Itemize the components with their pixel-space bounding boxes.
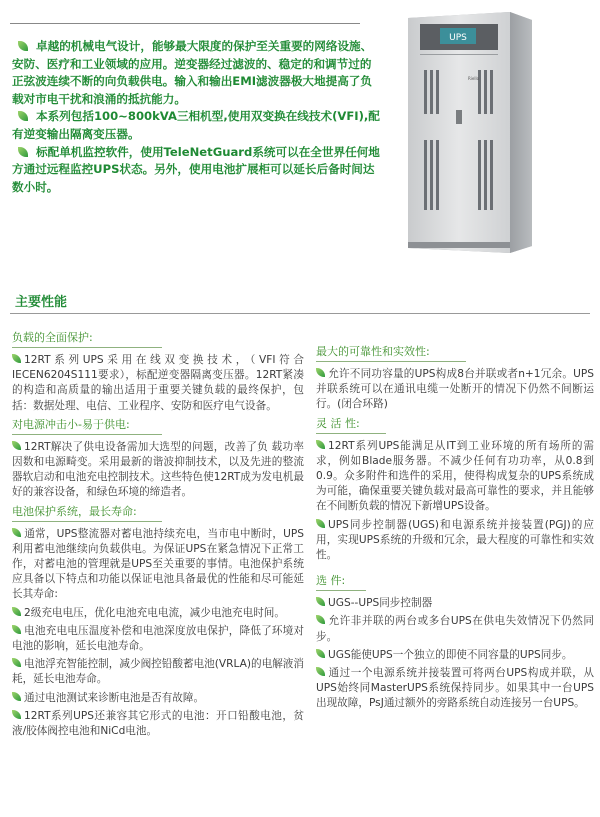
section-title: 主要性能 [15,295,68,310]
top-rule [10,23,360,24]
list-item: 12RT系列UPS采用在线双变换技术，（VFI符合IECEN6204S111要求），标配逆变器隔离变压器。12RT紧凑的构造和高质量的输出适用于重要关键负载的最终保护，包括：数据处理、电信、工业程序、安防和医疗电气设备。 [12,354,304,412]
list-item: 通常，UPS整流器对蓄电池持续充电，当市电中断时，UPS利用蓄电池继续向负载供电。为保证UPS在紧急情况下正常工作，对蓄电池的管理就是UPS至关重要的事情。电池保护系统应具备以下特点和功能以保证电池具备最优的性能和尽可能延长其寿命: [12,527,304,601]
leaf-bullet-icon [12,692,21,701]
leaf-bullet-icon [12,441,21,450]
list-item: 通过电池测试来诊断电池是否有故障。 [12,691,304,706]
intro-paragraph-2: 本系列包括100~800kVA三相机型,使用双变换在线技术(VFI),配有逆变输出隔离变压器。 [12,109,380,141]
leaf-bullet-icon [316,649,325,658]
ups-cabinet-image [398,10,538,255]
leaf-bullet-icon [316,615,325,624]
list-item: 2级充电电压，优化电池充电电流，减少电池充电时间。 [12,606,304,621]
subheading-battery-protection: 电池保护系统，最长寿命: [12,504,162,522]
section-header [10,294,590,314]
ups-logo-text: UPS [449,33,467,43]
list-item: UGS能使UPS一个独立的即使不同容量的UPS同步。 [316,648,594,663]
subheading-options: 选 件: [316,573,366,591]
list-item: 允许不同功容量的UPS构成8台并联或者n+1冗余。UPS并联系统可以在通讯电缆一处断开的情况下仍然不间断运行。(闭合环路) [316,368,594,411]
leaf-bullet-icon [12,710,21,719]
list-item: 允许非并联的两台或多台UPS在供电失效情况下仍然同步。 [316,615,594,643]
intro-block [12,38,382,196]
left-column [12,330,304,742]
leaf-bullet-icon [316,667,325,676]
list-item: 12RT系列UPS还兼容其它形式的电池：开口铅酸电池，贫液/胶体阀控电池和NiCd电池。 [12,709,304,738]
leaf-bullet-icon [316,368,325,377]
list-item: 12RT解决了供电设备需加大选型的问题，改善了负 载功率因数和电源畸变。采用最新的谐波抑制技术，以及先进的整流器软启动和电池充电控制技术。这些特色使12RT成为发电机最好的兼容设备，和绿色环境的缔造者。 [12,440,304,499]
leaf-bullet-icon [12,354,21,363]
subheading-load-protection: 负载的全面保护: [12,330,162,348]
leaf-bullet-icon [12,607,21,616]
leaf-bullet-icon [316,597,325,606]
intro-paragraph-1: 卓越的机械电气设计，能够最大限度的保护至关重要的网络设施、安防、医疗和工业领域的应用。逆变器经过滤波的、稳定的和调节过的正弦波连续不断的向负载供电。输入和输出EMI滤波器极大地提高了负载对市电干扰和浪涌的抵抗能力。 [12,39,373,106]
intro-paragraph-3: 标配单机监控软件，使用TeleNetGuard系统可以在全世界任何地方通过远程监控UPS状态。另外，使用电池扩展柜可以延长后备时间达数小时。 [12,144,380,194]
list-item: 通过一个电源系统并接装置可将两台UPS构成并联，从UPS始终同MasterUPS系统保持同步。如果其中一台UPS出现故障，PsJ通过额外的旁路系统自动连接另一台UPS。 [316,667,594,710]
leaf-bullet-icon [316,519,325,528]
list-item: 电池充电电压温度补偿和电池深度放电保护，降低了环境对电池的影响，延长电池寿命。 [12,624,304,653]
subheading-reliability: 最大的可靠性和实效性: [316,344,466,362]
list-item: UPS同步控制器(UGS)和电源系统并接装置(PGJ)的应用，实现UPS系统的升级和冗余，最大程度的可靠性和实效性。 [316,518,594,562]
leaf-bullet-icon [12,528,21,537]
list-item: 电池浮充智能控制，减少阀控铅酸蓄电池(VRLA)的电解液消耗，延长电池寿命。 [12,658,304,686]
leaf-bullet-icon [12,658,21,667]
leaf-bullet-icon [18,111,28,121]
leaf-bullet-icon [12,625,21,634]
section-divider [10,313,590,314]
leaf-bullet-icon [316,440,325,449]
subheading-power-impact: 对电源冲击小-易于供电: [12,417,162,435]
subheading-flexibility: 灵 活 性: [316,416,386,434]
ups-badge-text: Riello [468,76,480,81]
right-column [316,344,594,715]
leaf-bullet-icon [18,41,28,51]
list-item: UGS--UPS同步控制器 [316,596,594,611]
list-item: 12RT系列UPS能满足从IT到工业环境的所有场所的需求，例如Blade服务器。不减少任何有功功率，从0.8到0.9。众多附件和选件的采用，使得构成复杂的UPS系统成为可能，确保重要关键负载对最高可靠性的要求，并且能够在不间断负载的情况下新增UPS设备。 [316,439,594,513]
leaf-bullet-icon [18,147,28,157]
